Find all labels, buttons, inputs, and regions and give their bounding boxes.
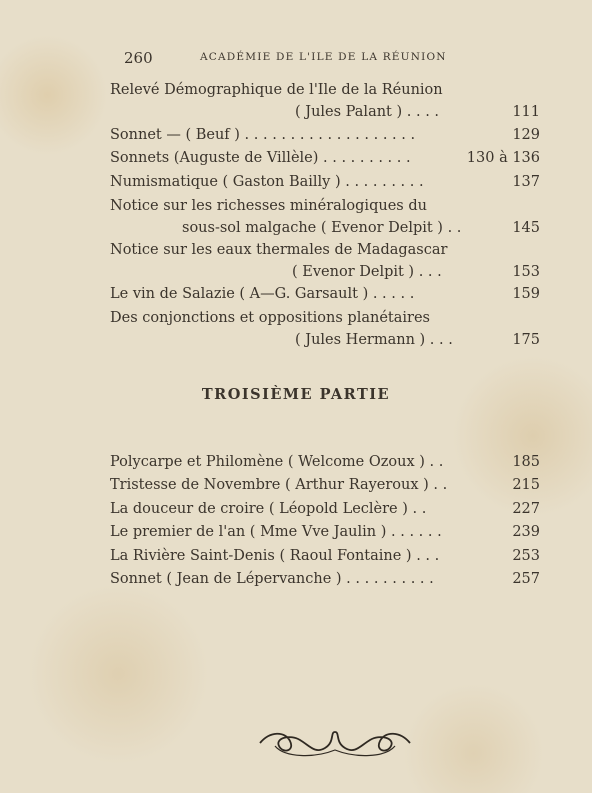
toc-entry <box>110 79 540 123</box>
entry-title: Sonnet — ( Beuf ) . . . . . . . . . . . . . . . . . . . <box>110 127 416 143</box>
entry-page: 253 <box>512 548 540 564</box>
toc-entry <box>110 545 540 567</box>
entry-title: Sonnets (Auguste de Villèle) . . . . . . . . . . <box>110 150 411 166</box>
toc-entry <box>110 521 540 543</box>
entry-page: 257 <box>512 571 540 587</box>
toc-entry <box>110 147 540 169</box>
entry-title: Notice sur les eaux thermales de Madagascar <box>110 242 448 258</box>
toc-entry <box>110 195 540 239</box>
toc-entry <box>110 451 540 473</box>
entry-title: Relevé Démographique de l'Ile de la Réunion <box>110 82 443 98</box>
entry-title: Tristesse de Novembre ( Arthur Rayeroux ) . . <box>110 477 448 493</box>
toc-entry <box>110 474 540 496</box>
entry-title: Notice sur les richesses minéralogiques du <box>110 198 427 214</box>
entry-page: 175 <box>512 332 540 348</box>
entry-author: sous-sol malgache ( Evenor Delpit ) . . <box>182 220 462 236</box>
entry-page: 130 à 136 <box>466 150 540 166</box>
entry-page: 145 <box>512 220 540 236</box>
toc-entry <box>110 307 540 351</box>
entry-author: ( Jules Palant ) . . . . <box>295 104 440 120</box>
entry-title: Polycarpe et Philomène ( Welcome Ozoux ) . . <box>110 454 444 470</box>
section-title: TROISIÈME PARTIE <box>201 386 391 403</box>
entry-author: ( Evenor Delpit ) . . . <box>292 264 442 280</box>
toc-entry <box>110 239 540 283</box>
entry-author: ( Jules Hermann ) . . . <box>295 332 453 348</box>
entry-page: 227 <box>512 501 540 517</box>
entry-title: Sonnet ( Jean de Lépervanche ) . . . . . . . . . . <box>110 571 434 587</box>
entry-page: 185 <box>512 454 540 470</box>
entry-page: 111 <box>512 104 540 120</box>
entry-page: 129 <box>512 127 540 143</box>
toc-entry <box>110 498 540 520</box>
toc-entry <box>110 124 540 146</box>
entry-title: Le vin de Salazie ( A—G. Garsault ) . . . . . <box>110 286 415 302</box>
page-number: 260 <box>124 49 153 67</box>
entry-page: 159 <box>512 286 540 302</box>
entry-title: Des conjonctions et oppositions planétaires <box>110 310 430 326</box>
toc-entry <box>110 283 540 305</box>
entry-title: La douceur de croire ( Léopold Leclère ) . . <box>110 501 427 517</box>
entry-page: 215 <box>512 477 540 493</box>
entry-page: 137 <box>512 174 540 190</box>
decorative-ornament <box>255 726 415 760</box>
toc-entry <box>110 171 540 193</box>
entry-page: 239 <box>512 524 540 540</box>
running-title: ACADÉMIE DE L'ILE DE LA RÉUNION <box>200 51 447 63</box>
page-header <box>0 49 592 69</box>
entry-title: La Rivière Saint-Denis ( Raoul Fontaine ) . . . <box>110 548 440 564</box>
entry-title: Le premier de l'an ( Mme Vve Jaulin ) . . . . . . <box>110 524 442 540</box>
entry-page: 153 <box>512 264 540 280</box>
toc-entry <box>110 568 540 590</box>
entry-title: Numismatique ( Gaston Bailly ) . . . . . . . . . <box>110 174 424 190</box>
